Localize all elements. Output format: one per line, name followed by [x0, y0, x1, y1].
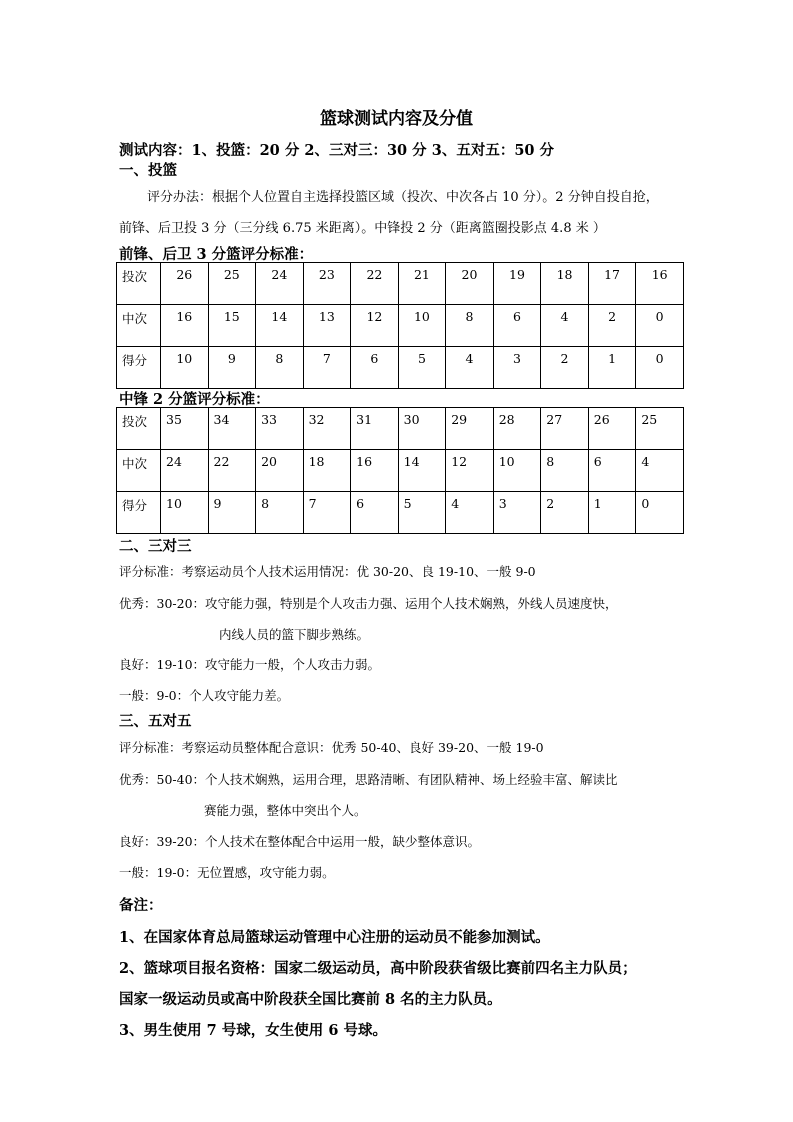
table-cell: 9: [208, 347, 256, 389]
table-cell: 14: [256, 305, 304, 347]
section-heading-shooting: 一、投篮: [119, 162, 177, 179]
table-cell: 2: [588, 305, 636, 347]
table-cell: 35: [161, 408, 209, 450]
row-label: 投次: [117, 263, 161, 305]
table-cell: 8: [446, 305, 494, 347]
table-cell: 18: [541, 263, 589, 305]
table1-caption: 前锋、后卫 3 分篮评分标准：: [119, 246, 314, 263]
note-1: 1、在国家体育总局篮球运动管理中心注册的运动员不能参加测试。: [119, 929, 550, 946]
table2-caption: 中锋 2 分篮评分标准：: [119, 391, 270, 408]
table-cell: 27: [541, 408, 589, 450]
table-row: [117, 347, 684, 389]
table-cell: 2: [541, 347, 589, 389]
5v5-criteria: 评分标准：考察运动员整体配合意识：优秀 50-40、良好 39-20、一般 19-0: [119, 740, 544, 755]
table-row: [117, 492, 684, 534]
table-cell: 4: [541, 305, 589, 347]
table-cell: 20: [256, 450, 304, 492]
table-row: [117, 263, 684, 305]
section-heading-5v5: 三、五对五: [119, 713, 192, 730]
table-cell: 15: [208, 305, 256, 347]
table-cell: 8: [541, 450, 589, 492]
table-cell: 26: [588, 408, 636, 450]
row-label: 中次: [117, 450, 161, 492]
table-cell: 3: [493, 347, 541, 389]
table-cell: 12: [351, 305, 399, 347]
note-2-line-2: 国家一级运动员或高中阶段获全国比赛前 8 名的主力队员。: [119, 991, 502, 1008]
note-3: 3、男生使用 7 号球，女生使用 6 号球。: [119, 1022, 387, 1039]
table-cell: 4: [446, 347, 494, 389]
table-cell: 1: [588, 492, 636, 534]
table-cell: 8: [256, 492, 304, 534]
table-cell: 6: [351, 347, 399, 389]
table-cell: 24: [256, 263, 304, 305]
test-summary: 测试内容：1、投篮：20 分 2、三对三：30 分 3、五对五：50 分: [119, 142, 555, 159]
3v3-good: 良好：19-10：攻守能力一般，个人攻击力弱。: [119, 657, 381, 672]
5v5-excellent-line-2: 赛能力强，整体中突出个人。: [204, 803, 367, 818]
table-cell: 22: [208, 450, 256, 492]
shooting-method-line-2: 前锋、后卫投 3 分（三分线 6.75 米距离）。中锋投 2 分（距离篮圈投影点 4.8 米 ）: [119, 221, 606, 236]
table-cell: 18: [303, 450, 351, 492]
table-cell: 5: [398, 492, 446, 534]
table-cell: 33: [256, 408, 304, 450]
table-cell: 3: [493, 492, 541, 534]
table-cell: 17: [588, 263, 636, 305]
3v3-excellent-line-1: 优秀：30-20：攻守能力强，特别是个人攻击力强、运用个人技术娴熟，外线人员速度快，: [119, 596, 618, 611]
table-row: [117, 408, 684, 450]
table-cell: 31: [351, 408, 399, 450]
notes-heading: 备注：: [119, 897, 163, 914]
table-cell: 25: [636, 408, 684, 450]
table-cell: 4: [446, 492, 494, 534]
table-cell: 10: [493, 450, 541, 492]
3v3-fair: 一般：9-0：个人攻守能力差。: [119, 688, 290, 703]
table-cell: 26: [161, 263, 209, 305]
page-title: 篮球测试内容及分值: [320, 109, 473, 129]
table-cell: 13: [303, 305, 351, 347]
shooting-method-line-1: 评分办法：根据个人位置自主选择投篮区域（投次、中次各占 10 分）。2 分钟自投自抢，: [147, 190, 659, 205]
table-row: [117, 305, 684, 347]
table-cell: 6: [351, 492, 399, 534]
row-label: 中次: [117, 305, 161, 347]
table-row: [117, 450, 684, 492]
note-2-line-1: 2、篮球项目报名资格：国家二级运动员，高中阶段获省级比赛前四名主力队员；: [119, 960, 637, 977]
table-cell: 6: [588, 450, 636, 492]
table-2pt-scoring: [116, 407, 684, 534]
3v3-excellent-line-2: 内线人员的篮下脚步熟练。: [219, 627, 370, 642]
table-cell: 16: [161, 305, 209, 347]
table-cell: 23: [303, 263, 351, 305]
table-cell: 0: [636, 305, 684, 347]
table-cell: 21: [398, 263, 446, 305]
table-cell: 19: [493, 263, 541, 305]
table-3pt-scoring: [116, 262, 684, 389]
table-cell: 10: [398, 305, 446, 347]
table-cell: 28: [493, 408, 541, 450]
table-cell: 16: [351, 450, 399, 492]
table-cell: 2: [541, 492, 589, 534]
table-cell: 24: [161, 450, 209, 492]
table-cell: 32: [303, 408, 351, 450]
table-cell: 14: [398, 450, 446, 492]
row-label: 得分: [117, 347, 161, 389]
row-label: 得分: [117, 492, 161, 534]
table-cell: 25: [208, 263, 256, 305]
table-cell: 0: [636, 347, 684, 389]
table-cell: 8: [256, 347, 304, 389]
section-heading-3v3: 二、三对三: [119, 538, 192, 555]
table-cell: 5: [398, 347, 446, 389]
table-cell: 9: [208, 492, 256, 534]
table-cell: 29: [446, 408, 494, 450]
table-cell: 1: [588, 347, 636, 389]
table-cell: 6: [493, 305, 541, 347]
row-label: 投次: [117, 408, 161, 450]
table-cell: 10: [161, 492, 209, 534]
3v3-criteria: 评分标准：考察运动员个人技术运用情况：优 30-20、良 19-10、一般 9-0: [119, 564, 536, 579]
5v5-good: 良好：39-20：个人技术在整体配合中运用一般，缺少整体意识。: [119, 834, 481, 849]
table-cell: 10: [161, 347, 209, 389]
table-cell: 7: [303, 492, 351, 534]
table-cell: 16: [636, 263, 684, 305]
table-cell: 7: [303, 347, 351, 389]
table-cell: 20: [446, 263, 494, 305]
5v5-fair: 一般：19-0：无位置感，攻守能力弱。: [119, 865, 335, 880]
table-cell: 30: [398, 408, 446, 450]
table-cell: 12: [446, 450, 494, 492]
5v5-excellent-line-1: 优秀：50-40：个人技术娴熟，运用合理，思路清晰、有团队精神、场上经验丰富、解读比: [119, 772, 618, 787]
table-cell: 0: [636, 492, 684, 534]
table-cell: 22: [351, 263, 399, 305]
table-cell: 34: [208, 408, 256, 450]
table-cell: 4: [636, 450, 684, 492]
